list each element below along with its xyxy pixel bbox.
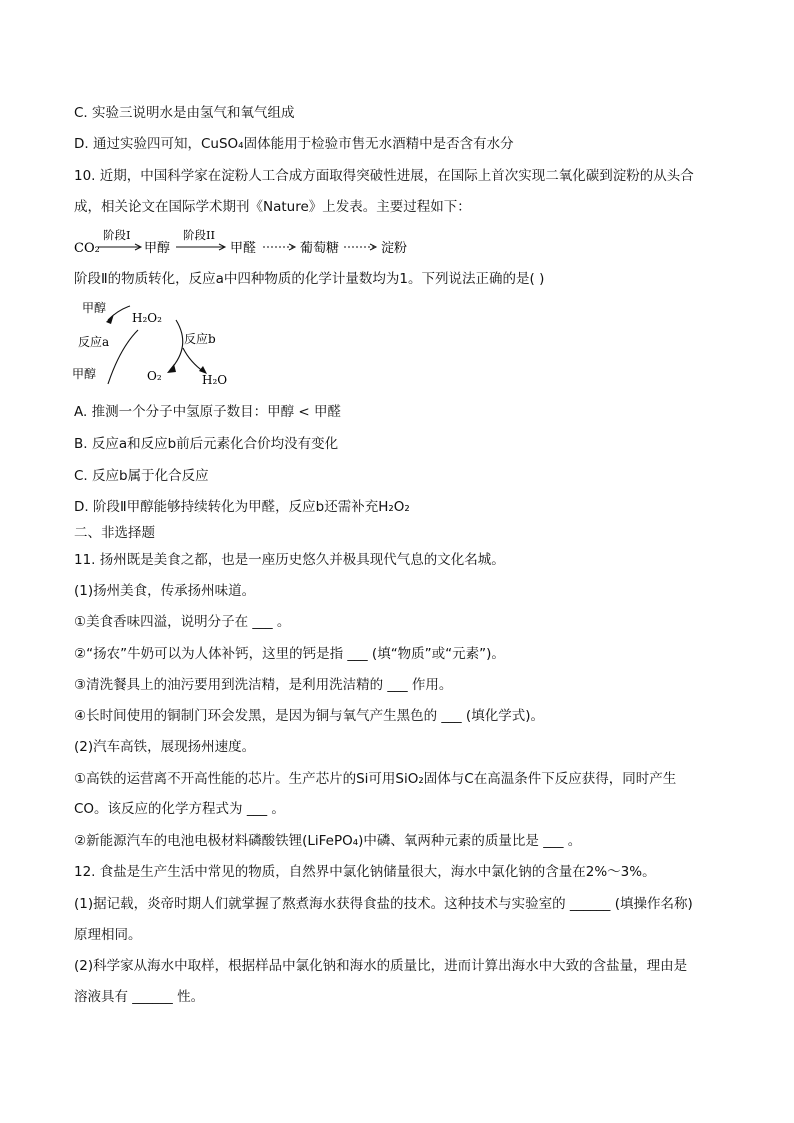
q9-option-c: C. 实验三说明水是由氢气和氧气组成 — [74, 105, 295, 121]
q10-option-a: A. 推测一个分子中氢原子数目：甲醇 < 甲醛 — [74, 404, 341, 420]
q10-option-b: B. 反应a和反应b前后元素化合价均没有变化 — [74, 436, 339, 452]
cycle-methanol-bottom: 甲醇 — [72, 367, 97, 381]
flow-glucose: 葡萄糖 — [300, 241, 340, 256]
arrow-icon — [106, 314, 114, 324]
cycle-h2o: H₂O — [202, 373, 228, 387]
q10-stem-line3: 阶段Ⅱ的物质转化，反应a中四种物质的化学计量数均为1。下列说法正确的是( ) — [74, 271, 545, 287]
q11-part2-item1-line2: CO。该反应的化学方程式为 ___ 。 — [74, 801, 285, 817]
cycle-methanol-top: 甲醇 — [82, 301, 107, 315]
q11-part2-item1-line1: ①高铁的运营离不开高性能的芯片。生产芯片的Si可用SiO₂固体与C在高温条件下反应获得，同时产生 — [74, 771, 677, 787]
q11-part1: (1)扬州美食，传承扬州味道。 — [74, 583, 256, 599]
q11-part1-item4: ④长时间使用的铜制门环会发黑，是因为铜与氧气产生黑色的 ___ (填化学式)。 — [74, 708, 544, 724]
q10-option-d: D. 阶段Ⅱ甲醇能够持续转化为甲醛，反应b还需补充H₂O₂ — [74, 499, 410, 515]
q10-stem-line2: 成，相关论文在国际学术期刊《Nature》上发表。主要过程如下： — [74, 199, 471, 215]
q11-part1-item2: ②“扬农”牛奶可以为人体补钙，这里的钙是指 ___ (填“物质”或“元素”)。 — [74, 646, 505, 662]
cycle-h2o2: H₂O₂ — [132, 311, 162, 325]
q11-part1-item1: ①美食香味四溢，说明分子在 ___ 。 — [74, 614, 291, 630]
flow-co2: CO₂ — [74, 241, 100, 256]
arrow-icon — [167, 364, 176, 373]
flow-starch: 淀粉 — [381, 241, 408, 256]
q10-option-c: C. 反应b属于化合反应 — [74, 468, 209, 484]
q11-part2-item2: ②新能源汽车的电池电极材料磷酸铁锂(LiFePO₄)中磷、氧两种元素的质量比是 ___ 。 — [74, 833, 582, 849]
q11-stem: 11. 扬州既是美食之都，也是一座历史悠久并极具现代气息的文化名城。 — [74, 552, 505, 568]
q12-part2-line1: (2)科学家从海水中取样，根据样品中氯化钠和海水的质量比，进而计算出海水中大致的含盐量，理由是 — [74, 958, 688, 974]
q12-part1-line1: (1)据记载，炎帝时期人们就掌握了熬煮海水获得食盐的技术。这种技术与实验室的 ______ (填操作名称) — [74, 896, 693, 912]
flow-methanol: 甲醇 — [144, 241, 171, 256]
q11-part1-item3: ③清洗餐具上的油污要用到洗洁精，是利用洗洁精的 ___ 作用。 — [74, 677, 453, 693]
flow-stage2-label: 阶段II — [183, 228, 216, 242]
q11-part2: (2)汽车高铁，展现扬州速度。 — [74, 739, 256, 755]
cycle-o2: O₂ — [147, 369, 162, 383]
q12-part2-line2: 溶液具有 ______ 性。 — [74, 989, 205, 1005]
flow-formaldehyde: 甲醛 — [230, 241, 257, 256]
reaction-cycle-diagram — [70, 298, 250, 393]
q12-part1-line2: 原理相同。 — [74, 927, 142, 943]
process-flow-diagram — [74, 227, 494, 261]
q9-option-d: D. 通过实验四可知，CuSO₄固体能用于检验市售无水酒精中是否含有水分 — [74, 136, 514, 152]
cycle-reaction-a: 反应a — [78, 335, 110, 349]
flow-stage1-label: 阶段I — [103, 228, 131, 242]
q12-stem: 12. 食盐是生产生活中常见的物质，自然界中氯化钠储量很大，海水中氯化钠的含量在2%～3%。 — [74, 864, 656, 880]
cycle-reaction-b: 反应b — [184, 332, 216, 346]
q10-stem-line1: 10. 近期，中国科学家在淀粉人工合成方面取得突破性进展，在国际上首次实现二氧化碳到淀粉的从头合 — [74, 168, 694, 184]
section-heading: 二、非选择题 — [74, 525, 155, 541]
